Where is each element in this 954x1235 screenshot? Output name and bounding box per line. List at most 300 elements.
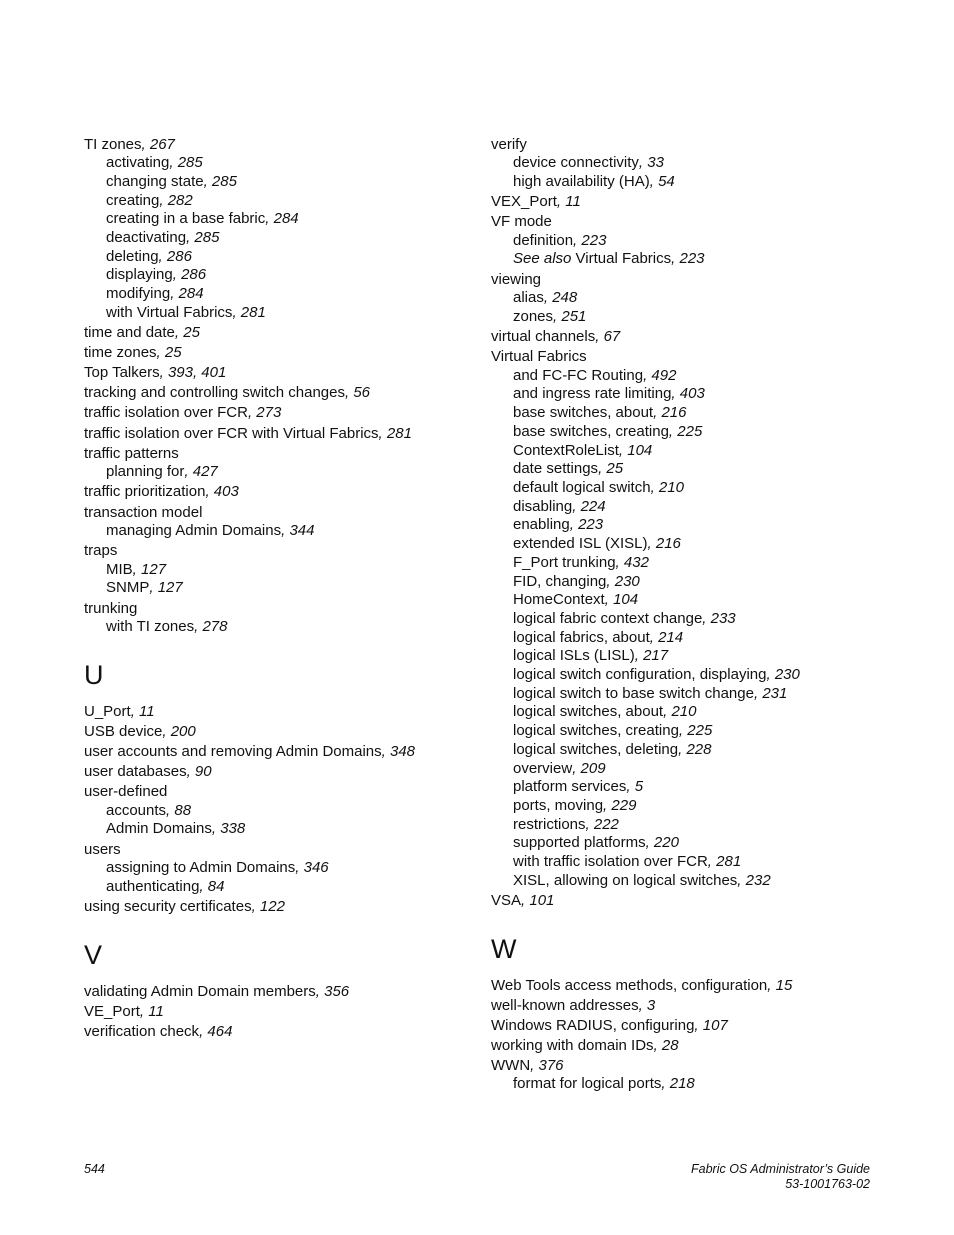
index-entry [84,384,484,402]
entry-pages [570,516,603,533]
entry-pages [603,797,636,814]
page-numbers: 90 [194,763,212,781]
entry-term: tracking and controlling switch changes [84,384,345,402]
index-subentry [84,154,484,173]
page-separator: , [203,172,212,190]
entry-pages [199,878,224,895]
page-numbers: 286 [166,247,192,265]
page-separator: , [645,834,654,852]
page-numbers: 464 [207,1022,233,1040]
index-subentry [84,266,484,285]
entry-term: assigning to Admin Domains [106,859,296,877]
entry-term: user accounts and removing Admin Domains [84,743,382,761]
entry-term: supported platforms [513,834,646,852]
index-entry [84,445,484,463]
index-entry [491,328,891,346]
entry-term: logical switches, deleting [513,740,679,758]
index-subentry [491,154,891,173]
entry-pages [572,760,605,777]
index-subentry [84,192,484,211]
page-numbers: 28 [661,1036,679,1054]
page-numbers: 33 [647,154,664,172]
entry-pages [646,834,679,851]
page-numbers: 231 [762,684,788,702]
page-separator: , [663,703,672,721]
entry-pages [694,1017,727,1034]
entry-term: verification check [84,1022,200,1040]
entry-pages [595,328,620,345]
page-separator: , [626,778,635,796]
page-numbers: 278 [202,618,228,636]
index-entry [84,344,484,362]
index-subentry [491,816,891,835]
page-numbers: 216 [661,404,687,422]
index-subentry [491,250,891,269]
entry-term: users [84,840,121,858]
index-entry [84,723,484,741]
entry-term: activating [106,154,170,172]
doc-number: 53-1001763-02 [785,1177,870,1191]
index-subentry [491,289,891,308]
page-numbers: 223 [581,231,607,249]
page-separator: , [543,289,553,307]
page-numbers: 432 [623,553,649,571]
index-subentry [491,834,891,853]
index-entry [491,892,891,910]
page-numbers: 492 [651,366,677,384]
entry-pages [702,610,735,627]
page-numbers: 282 [167,191,193,209]
page-separator: , [315,982,325,1000]
entry-pages [252,898,285,915]
page-separator: , [159,191,168,209]
see-also-label: See also [513,250,572,268]
entry-pages [159,192,192,209]
page-numbers: 251 [561,307,587,325]
page-numbers: 3 [646,996,656,1014]
page-numbers: 232 [745,871,771,889]
footer-info [691,1162,870,1192]
page-numbers: 403 [679,385,705,403]
entry-pages [544,289,577,306]
index-subentry [84,878,484,897]
entry-term: enabling [513,516,570,534]
page-numbers: 25 [183,324,200,342]
entry-term: VSA [491,892,522,910]
page-separator: , [159,364,168,382]
index-entry [84,425,484,443]
page-separator: , [603,796,612,814]
entry-term: Admin Domains [106,820,212,838]
page-numbers: 346 [303,859,329,877]
section-heading: W [491,933,517,964]
entry-pages [605,591,638,608]
index-subentry [491,535,891,554]
page-numbers: 67 [603,328,621,346]
page-separator: , [166,801,175,819]
entry-term: TI zones [84,135,142,153]
page-separator: , [251,898,260,916]
entry-term: planning for [106,463,185,481]
index-entry [491,348,891,366]
entry-pages [616,554,649,571]
page-separator: , [344,384,354,402]
entry-term: logical switches, about [513,703,664,721]
entry-term: modifying [106,285,171,303]
index-subentry [84,618,484,637]
index-subentry [491,591,891,610]
entry-term: device connectivity [513,154,639,172]
entry-term: XISL, allowing on logical switches [513,871,738,889]
index-subentry [84,210,484,229]
index-column-right [491,134,891,1094]
index-subentry [84,820,484,839]
index-subentry [491,173,891,192]
entry-term: traffic isolation over FCR [84,404,248,422]
entry-pages [194,618,227,635]
entry-term: changing state [106,172,204,190]
page-separator: , [618,441,628,459]
entry-term: logical switch to base switch change [513,684,754,702]
index-entry [84,743,484,761]
page-separator: , [247,404,257,422]
entry-term: alias [513,289,544,307]
entry-term: ports, moving [513,796,604,814]
index-entry [84,324,484,342]
index-subentry [84,173,484,192]
page-numbers: 285 [211,172,237,190]
page-separator: , [643,366,652,384]
entry-pages [598,460,623,477]
index-subentry [84,304,484,323]
page-separator: , [572,497,581,515]
entry-pages [187,763,212,780]
index-entry [84,136,484,154]
index-subentry [491,872,891,891]
page-numbers: 210 [658,479,684,496]
page-numbers: 127 [157,579,183,597]
page-numbers: 54 [658,172,675,190]
entry-term: HomeContext [513,591,605,609]
entry-pages [142,136,175,153]
entry-pages [572,498,605,515]
entry-term: date settings [513,460,599,478]
page-numbers: 281 [386,424,412,442]
page-separator: , [295,859,304,877]
entry-term: with traffic isolation over FCR [513,853,708,871]
entry-pages [382,743,415,760]
page-separator: , [141,135,150,153]
page-separator: , [149,579,158,597]
index-entry [84,542,484,560]
page-separator: , [647,535,656,553]
index-subentry [491,760,891,779]
entry-term: USB device [84,723,163,741]
entry-pages [648,535,681,552]
entry-pages [754,685,787,702]
page-separator: , [649,172,659,190]
page-separator: , [174,324,184,342]
entry-pages [669,423,702,440]
entry-term: time zones [84,344,157,362]
page-numbers: 209 [580,759,606,777]
page-numbers: 11 [139,702,155,720]
index-subentry [491,853,891,872]
entry-pages [650,629,683,646]
index-entry [84,783,484,801]
entry-pages [204,173,237,190]
entry-pages [671,385,704,402]
page-separator: , [638,996,647,1014]
page-numbers: 220 [653,834,679,852]
index-subentry [491,554,891,573]
entry-pages [170,285,203,302]
page-separator: , [606,572,615,590]
entry-pages [586,816,619,833]
page-separator: , [184,463,193,481]
page-separator: , [671,385,680,403]
page-separator: , [766,666,775,684]
entry-term: virtual channels [491,328,596,346]
entry-pages [169,154,202,171]
entry-pages [212,820,245,837]
page-separator: , [211,820,221,838]
page-numbers: 284 [178,285,204,303]
entry-term: zones [513,307,554,325]
page-separator: , [139,1002,149,1020]
entry-pages [521,892,554,909]
entry-term: logical switch configuration, displaying [513,666,767,684]
entry-term: with TI zones [106,618,195,636]
entry-pages [651,479,684,496]
page-separator: , [186,763,195,781]
page-numbers: 338 [220,820,246,838]
entry-term: Top Talkers [84,364,160,382]
entry-pages [573,232,606,249]
entry-term: disabling [513,497,573,515]
page-numbers: 225 [677,422,703,440]
entry-term: traffic prioritization [84,483,206,501]
entry-term: Windows RADIUS, configuring [491,1016,695,1034]
index-entry [491,997,891,1015]
entry-term: traps [84,542,118,560]
section-heading: U [84,659,104,690]
index-subentry [491,629,891,648]
page-separator: , [572,759,581,777]
entry-term: user-defined [84,783,168,801]
index-subentry [491,516,891,535]
page-numbers: 25 [164,344,182,362]
index-subentry [84,463,484,482]
page-separator: , [265,210,274,228]
page-numbers: 107 [702,1016,728,1034]
page-separator: , [172,266,182,284]
page-separator: , [650,479,659,496]
entry-term: transaction model [84,503,203,521]
page-numbers: 88 [174,801,192,819]
index-entry [491,193,891,211]
entry-term: FID, changing [513,572,607,590]
index-entry [84,763,484,781]
page-numbers: 344 [289,521,315,539]
index-entry [84,504,484,522]
page-numbers: 15 [775,976,793,994]
entry-pages [557,193,581,210]
index-subentry [84,859,484,878]
page-numbers: 393, 401 [167,364,227,382]
page-separator: , [585,815,594,833]
page-numbers: 284 [273,210,299,228]
page-separator: , [598,460,607,478]
index-entry [84,1023,484,1041]
index-subentry [84,248,484,267]
page-separator: , [649,628,659,646]
page-separator: , [671,250,680,268]
index-subentry [491,778,891,797]
page-numbers: 223 [679,250,705,268]
page-separator: , [381,743,390,761]
page-separator: , [553,307,562,325]
entry-term: VF mode [491,213,552,231]
entry-term: SNMP [106,579,150,597]
page-numbers: 224 [580,497,606,515]
entry-term: accounts [106,801,167,819]
index-subentry [491,741,891,760]
entry-pages [708,853,741,870]
page-separator: , [668,422,678,440]
page-separator: , [573,231,582,249]
entry-term: with Virtual Fabrics [106,303,233,321]
index-entry [84,898,484,916]
page-numbers: 101 [529,892,555,910]
index-subentry [84,285,484,304]
entry-pages [619,442,652,459]
entry-term: time and date [84,324,175,342]
entry-term: and ingress rate limiting [513,385,672,403]
entry-pages [295,859,328,876]
page-separator: , [767,976,776,994]
page-numbers: 286 [181,266,207,284]
entry-pages [248,404,281,421]
entry-term: deleting [106,247,159,265]
page-separator: , [199,877,208,895]
page-separator: , [737,871,746,889]
index-entry [491,136,891,154]
page-separator: , [521,892,530,910]
page-numbers: 285 [194,228,220,246]
entry-pages [205,483,238,500]
entry-pages [635,647,668,664]
entry-term: Virtual Fabrics [571,250,672,268]
entry-pages [679,722,712,739]
page-numbers: 11 [148,1002,164,1020]
entry-term: high availability (HA) [513,172,650,190]
entry-pages [232,304,265,321]
entry-pages [140,1003,164,1020]
page-numbers: 223 [578,516,604,534]
page-separator: , [169,154,178,172]
entry-pages [160,364,227,381]
page-numbers: 348 [390,743,416,761]
entry-pages [663,703,696,720]
index-subentry [491,498,891,517]
entry-pages [654,1037,679,1054]
page-separator: , [162,723,171,741]
page-numbers: 210 [671,703,697,721]
entry-term: logical switches, creating [513,722,679,740]
entry-pages [157,344,182,361]
entry-pages [767,977,792,994]
page-separator: , [281,521,290,539]
page-separator: , [194,618,203,636]
entry-pages [737,872,770,889]
entry-term: viewing [491,270,542,288]
index-subentry [491,797,891,816]
page-separator: , [569,516,579,534]
index-subentry [491,1075,891,1094]
entry-pages [639,997,656,1014]
index-subentry [491,232,891,251]
page-separator: , [556,193,566,211]
book-title: Fabric OS Administrator’s Guide [691,1162,870,1176]
entry-term: validating Admin Domain members [84,982,316,1000]
index-subentry [491,367,891,386]
index-entry [84,404,484,422]
entry-pages [345,384,370,401]
index-subentry [491,666,891,685]
index-entry [491,1017,891,1035]
entry-term: Virtual Fabrics [491,348,587,366]
index-entry [491,271,891,289]
entry-term: well-known addresses [491,996,639,1014]
page-separator: , [130,702,140,720]
index-entry [84,600,484,618]
entry-pages [379,425,412,442]
page-separator: , [638,154,648,172]
entry-term: deactivating [106,228,187,246]
page-separator: , [653,404,662,422]
entry-pages [653,404,686,421]
entry-pages [530,1057,563,1074]
entry-term: traffic isolation over FCR with Virtual Fabrics [84,424,379,442]
page-numbers: 200 [170,723,196,741]
page-number: 544 [84,1162,105,1176]
page-separator: , [158,247,167,265]
entry-pages [162,723,195,740]
page-numbers: 281 [240,303,266,321]
page-numbers: 84 [207,877,225,895]
page-numbers: 233 [710,609,736,627]
entry-term: logical fabric context change [513,609,703,627]
entry-term: format for logical ports [513,1075,662,1093]
entry-term: authenticating [106,877,200,895]
index-subentry [491,423,891,442]
index-entry [84,703,484,721]
index-subentry [491,385,891,404]
page-numbers: 228 [686,740,712,758]
entry-pages [643,367,676,384]
page-separator: , [595,328,604,346]
entry-pages [626,778,643,795]
index-subentry [491,610,891,629]
index-entry [84,483,484,501]
entry-term: using security certificates [84,898,252,916]
entry-term: logical ISLs (LISL) [513,647,635,665]
entry-pages [316,983,349,1000]
entry-pages [199,1023,232,1040]
index-entry [491,977,891,995]
entry-pages [186,229,219,246]
